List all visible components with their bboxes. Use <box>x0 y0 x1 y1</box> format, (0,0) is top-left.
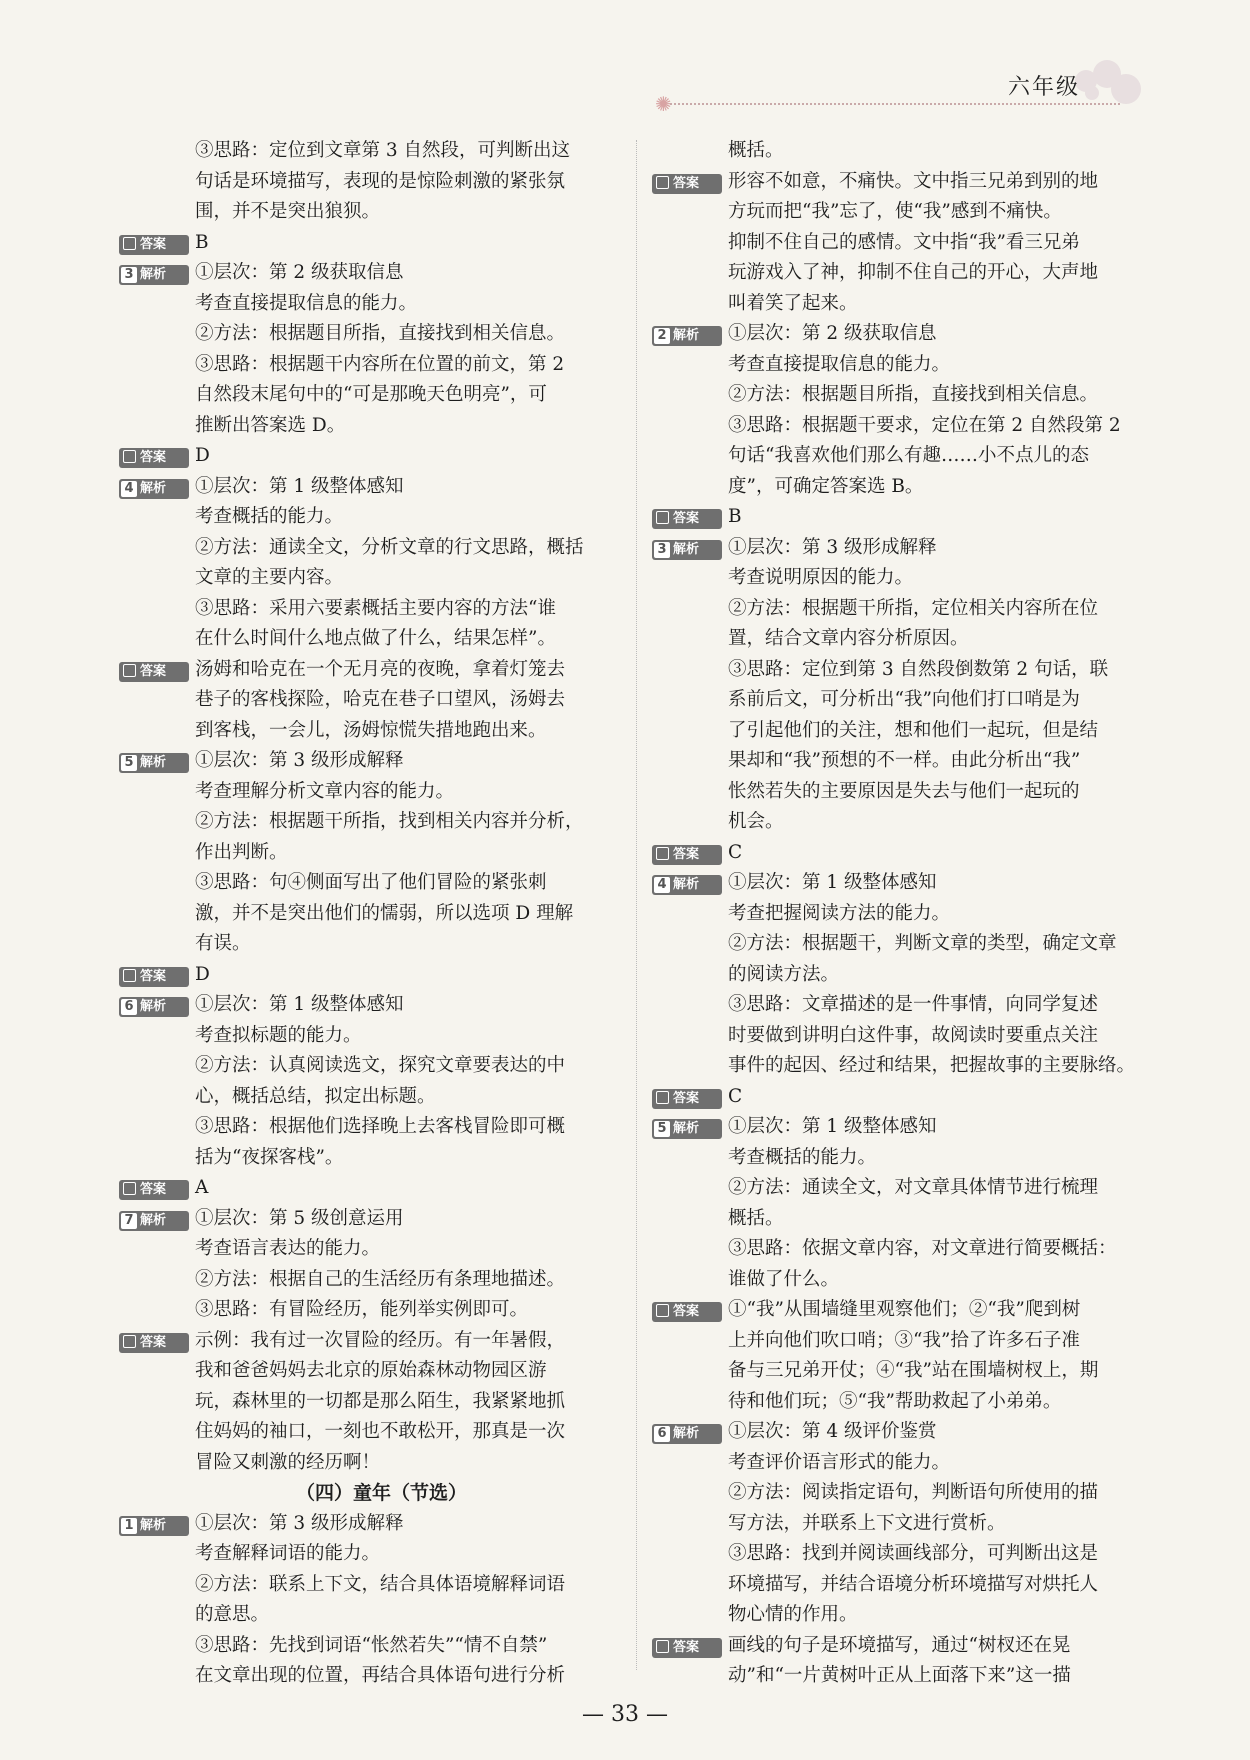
text-line: ①层次：第 2 级获取信息 <box>195 262 404 283</box>
analysis-badge: 3 解析 <box>652 540 722 560</box>
text-line: 动”和“一片黄树叶正从上面落下来”这一描 <box>728 1665 1071 1686</box>
answer-badge: 答案 <box>652 1638 722 1658</box>
section-title: （四）童年（节选） <box>295 1482 467 1504</box>
text-line: 我和爸爸妈妈去北京的原始森林动物园区游 <box>195 1360 547 1381</box>
text-line: ①层次：第 5 级创意运用 <box>195 1207 404 1229</box>
question-number: 5 <box>654 1121 670 1137</box>
question-number: 5 <box>121 755 137 771</box>
text-line: ①层次：第 3 级形成解释 <box>195 750 404 771</box>
answer-icon <box>656 511 669 524</box>
answer-block <box>652 1631 1177 1692</box>
analysis-badge: 4 解析 <box>119 479 189 499</box>
text-line: 置，结合文章内容分析原因。 <box>728 628 969 649</box>
question-number: 4 <box>121 481 137 497</box>
answer-block <box>119 228 644 259</box>
text-line: 汤姆和哈克在一个无月亮的夜晚，拿着灯笼去 <box>195 658 566 680</box>
answer-block <box>119 1326 644 1479</box>
text-line: 考查直接提取信息的能力。 <box>195 292 418 314</box>
analysis-block <box>119 746 644 960</box>
text-line: 待和他们玩；⑤“我”帮助救起了小弟弟。 <box>728 1390 1062 1412</box>
text-line: D <box>195 963 210 985</box>
answer-block <box>119 960 644 991</box>
text-line: 考查直接提取信息的能力。 <box>728 353 951 375</box>
answer-icon <box>656 1304 669 1317</box>
answer-icon <box>656 1091 669 1104</box>
text-line: ②方法：通读全文，分析文章的行文思路，概括 <box>195 536 584 558</box>
text-line: 方玩而把“我”忘了，使“我”感到不痛快。 <box>728 201 1062 222</box>
text-line: ③思路：采用六要素概括主要内容的方法“谁 <box>195 597 556 619</box>
text-line: 巷子的客栈探险，哈克在巷子口望风，汤姆去 <box>195 689 566 710</box>
text-line: 考查理解分析文章内容的能力。 <box>195 780 455 802</box>
text-line: 的阅读方法。 <box>728 963 840 985</box>
analysis-badge: 5 解析 <box>652 1119 722 1139</box>
flower-icon: ✺ <box>655 92 672 116</box>
answer-badge: 答案 <box>652 509 722 529</box>
text-line: ①“我”从围墙缝里观察他们；②“我”爬到树 <box>728 1299 1081 1320</box>
text-line: 考查语言表达的能力。 <box>195 1238 381 1259</box>
text-line: 句话“我喜欢他们那么有趣……小不点儿的态 <box>728 445 1089 466</box>
text-line: 住妈妈的袖口，一刻也不敢松开，那真是一次 <box>195 1421 566 1442</box>
answer-badge: 答案 <box>119 1333 189 1353</box>
answer-icon <box>123 237 136 250</box>
analysis-block <box>119 1509 644 1692</box>
text-line: 物心情的作用。 <box>728 1604 858 1625</box>
answer-block <box>119 655 644 747</box>
text-line: ①层次：第 4 级评价鉴赏 <box>728 1421 937 1442</box>
text-line: 形容不如意，不痛快。文中指三兄弟到别的地 <box>728 170 1099 192</box>
analysis-block <box>119 258 644 441</box>
answer-icon <box>123 1335 136 1348</box>
grade-label: 六年级 <box>1007 75 1080 100</box>
text-line: ①层次：第 2 级获取信息 <box>728 323 937 344</box>
text-line: ②方法：通读全文，对文章具体情节进行梳理 <box>728 1177 1099 1198</box>
analysis-block <box>119 472 644 655</box>
text-line: 概括。 <box>728 140 784 161</box>
text-line: ③思路：先找到词语“怅然若失”“情不自禁” <box>195 1634 548 1656</box>
text-line: ①层次：第 1 级整体感知 <box>195 994 404 1015</box>
text-line: 考查评价语言形式的能力。 <box>728 1451 951 1473</box>
answer-block <box>652 1295 1177 1417</box>
answer-icon <box>656 847 669 860</box>
text-line: D <box>195 445 210 466</box>
text-line: 围，并不是突出狼狈。 <box>195 201 381 222</box>
text-line: 句话是环境描写，表现的是惊险刺激的紧张氛 <box>195 170 566 192</box>
analysis-block <box>652 1417 1177 1631</box>
text-line: 考查拟标题的能力。 <box>195 1024 362 1046</box>
right-column <box>652 136 1177 1692</box>
question-number: 1 <box>121 1518 137 1534</box>
text-line: 考查说明原因的能力。 <box>728 567 914 588</box>
continued-block <box>652 136 1177 167</box>
analysis-badge: 3 解析 <box>119 265 189 285</box>
text-line: 抑制不住自己的感情。文中指“我”看三兄弟 <box>728 231 1080 253</box>
analysis-badge: 7 解析 <box>119 1211 189 1231</box>
continued-block <box>119 136 644 228</box>
question-number: 6 <box>654 1426 670 1442</box>
text-line: 考查概括的能力。 <box>728 1146 877 1168</box>
text-line: 考查概括的能力。 <box>195 506 344 527</box>
text-line: ①层次：第 3 级形成解释 <box>728 536 937 558</box>
analysis-badge: 5 解析 <box>119 753 189 773</box>
text-line: ②方法：根据题目所指，直接找到相关信息。 <box>728 384 1099 405</box>
answer-icon <box>656 1640 669 1653</box>
analysis-block <box>652 868 1177 1082</box>
text-line: ②方法：阅读指定语句，判断语句所使用的描 <box>728 1482 1099 1503</box>
text-line: 环境描写，并结合语境分析环境描写对烘托人 <box>728 1573 1099 1595</box>
text-line: ③思路：根据题干内容所在位置的前文，第 2 <box>195 353 565 375</box>
answer-icon <box>123 450 136 463</box>
question-number: 3 <box>121 267 137 283</box>
question-number: 6 <box>121 999 137 1015</box>
text-line: ③思路：定位到第 3 自然段倒数第 2 句话，联 <box>728 658 1109 680</box>
text-line: 事件的起因、经过和结果，把握故事的主要脉络。 <box>728 1055 1136 1076</box>
text-line: 考查解释词语的能力。 <box>195 1543 381 1564</box>
text-line: 在文章出现的位置，再结合具体语句进行分析 <box>195 1665 566 1686</box>
question-number: 2 <box>654 328 670 344</box>
answer-badge: 答案 <box>652 1089 722 1109</box>
answer-block <box>652 167 1177 320</box>
text-line: ②方法：根据题干，判断文章的类型，确定文章 <box>728 933 1117 954</box>
analysis-badge: 2 解析 <box>652 326 722 346</box>
analysis-badge: 6 解析 <box>652 1424 722 1444</box>
analysis-block <box>119 990 644 1173</box>
text-line: ③思路：根据他们选择晚上去客栈冒险即可概 <box>195 1116 566 1137</box>
text-line: ①层次：第 1 级整体感知 <box>728 1116 937 1137</box>
text-line: 的意思。 <box>195 1604 270 1625</box>
text-line: 作出判断。 <box>195 841 288 863</box>
left-column <box>119 136 644 1692</box>
text-line: 机会。 <box>728 811 784 832</box>
text-line: 玩游戏入了神，抑制不住自己的开心，大声地 <box>728 262 1099 283</box>
answer-block <box>652 838 1177 869</box>
text-line: 上并向他们吹口哨；③“我”拾了许多石子准 <box>728 1329 1080 1351</box>
analysis-badge: 4 解析 <box>652 875 722 895</box>
answer-badge: 答案 <box>652 1302 722 1322</box>
question-number: 7 <box>121 1213 137 1229</box>
answer-badge: 答案 <box>119 1180 189 1200</box>
text-line: 了引起他们的关注，想和他们一起玩，但是结 <box>728 719 1099 741</box>
text-line: ②方法：认真阅读选文，探究文章要表达的中 <box>195 1055 566 1076</box>
analysis-badge: 1 解析 <box>119 1516 189 1536</box>
question-number: 4 <box>654 877 670 893</box>
text-line: 考查把握阅读方法的能力。 <box>728 902 951 924</box>
analysis-badge: 6 解析 <box>119 997 189 1017</box>
text-line: 玩，森林里的一切都是那么陌生，我紧紧地抓 <box>195 1390 566 1412</box>
text-line: ③思路：依据文章内容，对文章进行简要概括： <box>728 1238 1117 1259</box>
text-line: 怅然若失的主要原因是失去与他们一起玩的 <box>728 780 1080 802</box>
text-line: ②方法：根据题干所指，定位相关内容所在位 <box>728 597 1099 619</box>
answer-badge: 答案 <box>119 967 189 987</box>
page-number: — 33 — <box>582 1702 668 1727</box>
text-line: B <box>728 506 742 527</box>
text-line: ③思路：有冒险经历，能列举实例即可。 <box>195 1299 529 1320</box>
text-line: 激，并不是突出他们的懦弱，所以选项 D 理解 <box>195 902 574 924</box>
text-line: 系前后文，可分析出“我”向他们打口哨是为 <box>728 689 1080 710</box>
text-line: ②方法：联系上下文，结合具体语境解释词语 <box>195 1573 566 1595</box>
text-line: ②方法：根据题干所指，找到相关内容并分析， <box>195 811 584 832</box>
analysis-block <box>652 533 1177 838</box>
text-line: ③思路：根据题干要求，定位在第 2 自然段第 2 <box>728 414 1121 436</box>
text-line: ①层次：第 1 级整体感知 <box>728 872 937 893</box>
text-line: 示例：我有过一次冒险的经历。有一年暑假， <box>195 1329 566 1351</box>
text-line: ①层次：第 3 级形成解释 <box>195 1512 404 1534</box>
text-line: 备与三兄弟开仗；④“我”站在围墙树杈上，期 <box>728 1360 1099 1381</box>
text-line: C <box>728 841 743 863</box>
answer-block <box>119 1173 644 1204</box>
answer-badge: 答案 <box>119 235 189 255</box>
text-line: ③思路：文章描述的是一件事情，向同学复述 <box>728 994 1099 1015</box>
answer-badge: 答案 <box>652 845 722 865</box>
text-line: ②方法：根据题目所指，直接找到相关信息。 <box>195 323 566 344</box>
text-line: 度”，可确定答案选 B。 <box>728 475 924 497</box>
answer-badge: 答案 <box>119 662 189 682</box>
text-line: 时要做到讲明白这件事，故阅读时要重点关注 <box>728 1024 1099 1046</box>
decorative-dots <box>1075 58 1145 108</box>
text-line: 写方法，并联系上下文进行赏析。 <box>728 1512 1006 1534</box>
text-line: ③思路：定位到文章第 3 自然段，可判断出这 <box>195 140 571 161</box>
text-line: ①层次：第 1 级整体感知 <box>195 475 404 497</box>
text-line: 画线的句子是环境描写，通过“树杈还在晃 <box>728 1634 1071 1656</box>
page-header <box>0 0 1250 120</box>
answer-icon <box>123 969 136 982</box>
answer-block <box>652 502 1177 533</box>
answer-icon <box>123 1182 136 1195</box>
text-line: 果却和“我”预想的不一样。由此分析出“我” <box>728 750 1081 771</box>
text-line: 心，概括总结，拟定出标题。 <box>195 1085 436 1107</box>
text-line: ②方法：根据自己的生活经历有条理地描述。 <box>195 1268 566 1290</box>
text-line: 文章的主要内容。 <box>195 567 344 588</box>
answer-badge: 答案 <box>119 448 189 468</box>
text-line: ③思路：句④侧面写出了他们冒险的紧张刺 <box>195 872 547 893</box>
text-line: C <box>728 1085 743 1107</box>
text-line: 有误。 <box>195 933 251 954</box>
text-line: 在什么时间什么地点做了什么，结果怎样”。 <box>195 628 556 649</box>
answer-icon <box>123 664 136 677</box>
header-rule <box>670 103 1120 105</box>
analysis-block <box>652 319 1177 502</box>
text-line: 概括。 <box>728 1207 784 1229</box>
text-line: B <box>195 231 209 253</box>
text-line: 冒险又刺激的经历啊！ <box>195 1451 381 1473</box>
analysis-block <box>652 1112 1177 1295</box>
text-line: A <box>195 1177 209 1198</box>
text-line: 到客栈，一会儿，汤姆惊慌失措地跑出来。 <box>195 719 547 741</box>
text-line: ③思路：找到并阅读画线部分，可判断出这是 <box>728 1543 1099 1564</box>
text-line: 推断出答案选 D。 <box>195 414 346 436</box>
text-line: 括为“夜探客栈”。 <box>195 1146 344 1168</box>
text-line: 谁做了什么。 <box>728 1268 840 1290</box>
question-number: 3 <box>654 542 670 558</box>
analysis-block <box>119 1204 644 1326</box>
answer-badge: 答案 <box>652 174 722 194</box>
answer-block <box>119 441 644 472</box>
text-line: 自然段末尾句中的“可是那晚天色明亮”，可 <box>195 384 547 405</box>
answer-block <box>652 1082 1177 1113</box>
text-line: 叫着笑了起来。 <box>728 292 858 314</box>
answer-icon <box>656 176 669 189</box>
